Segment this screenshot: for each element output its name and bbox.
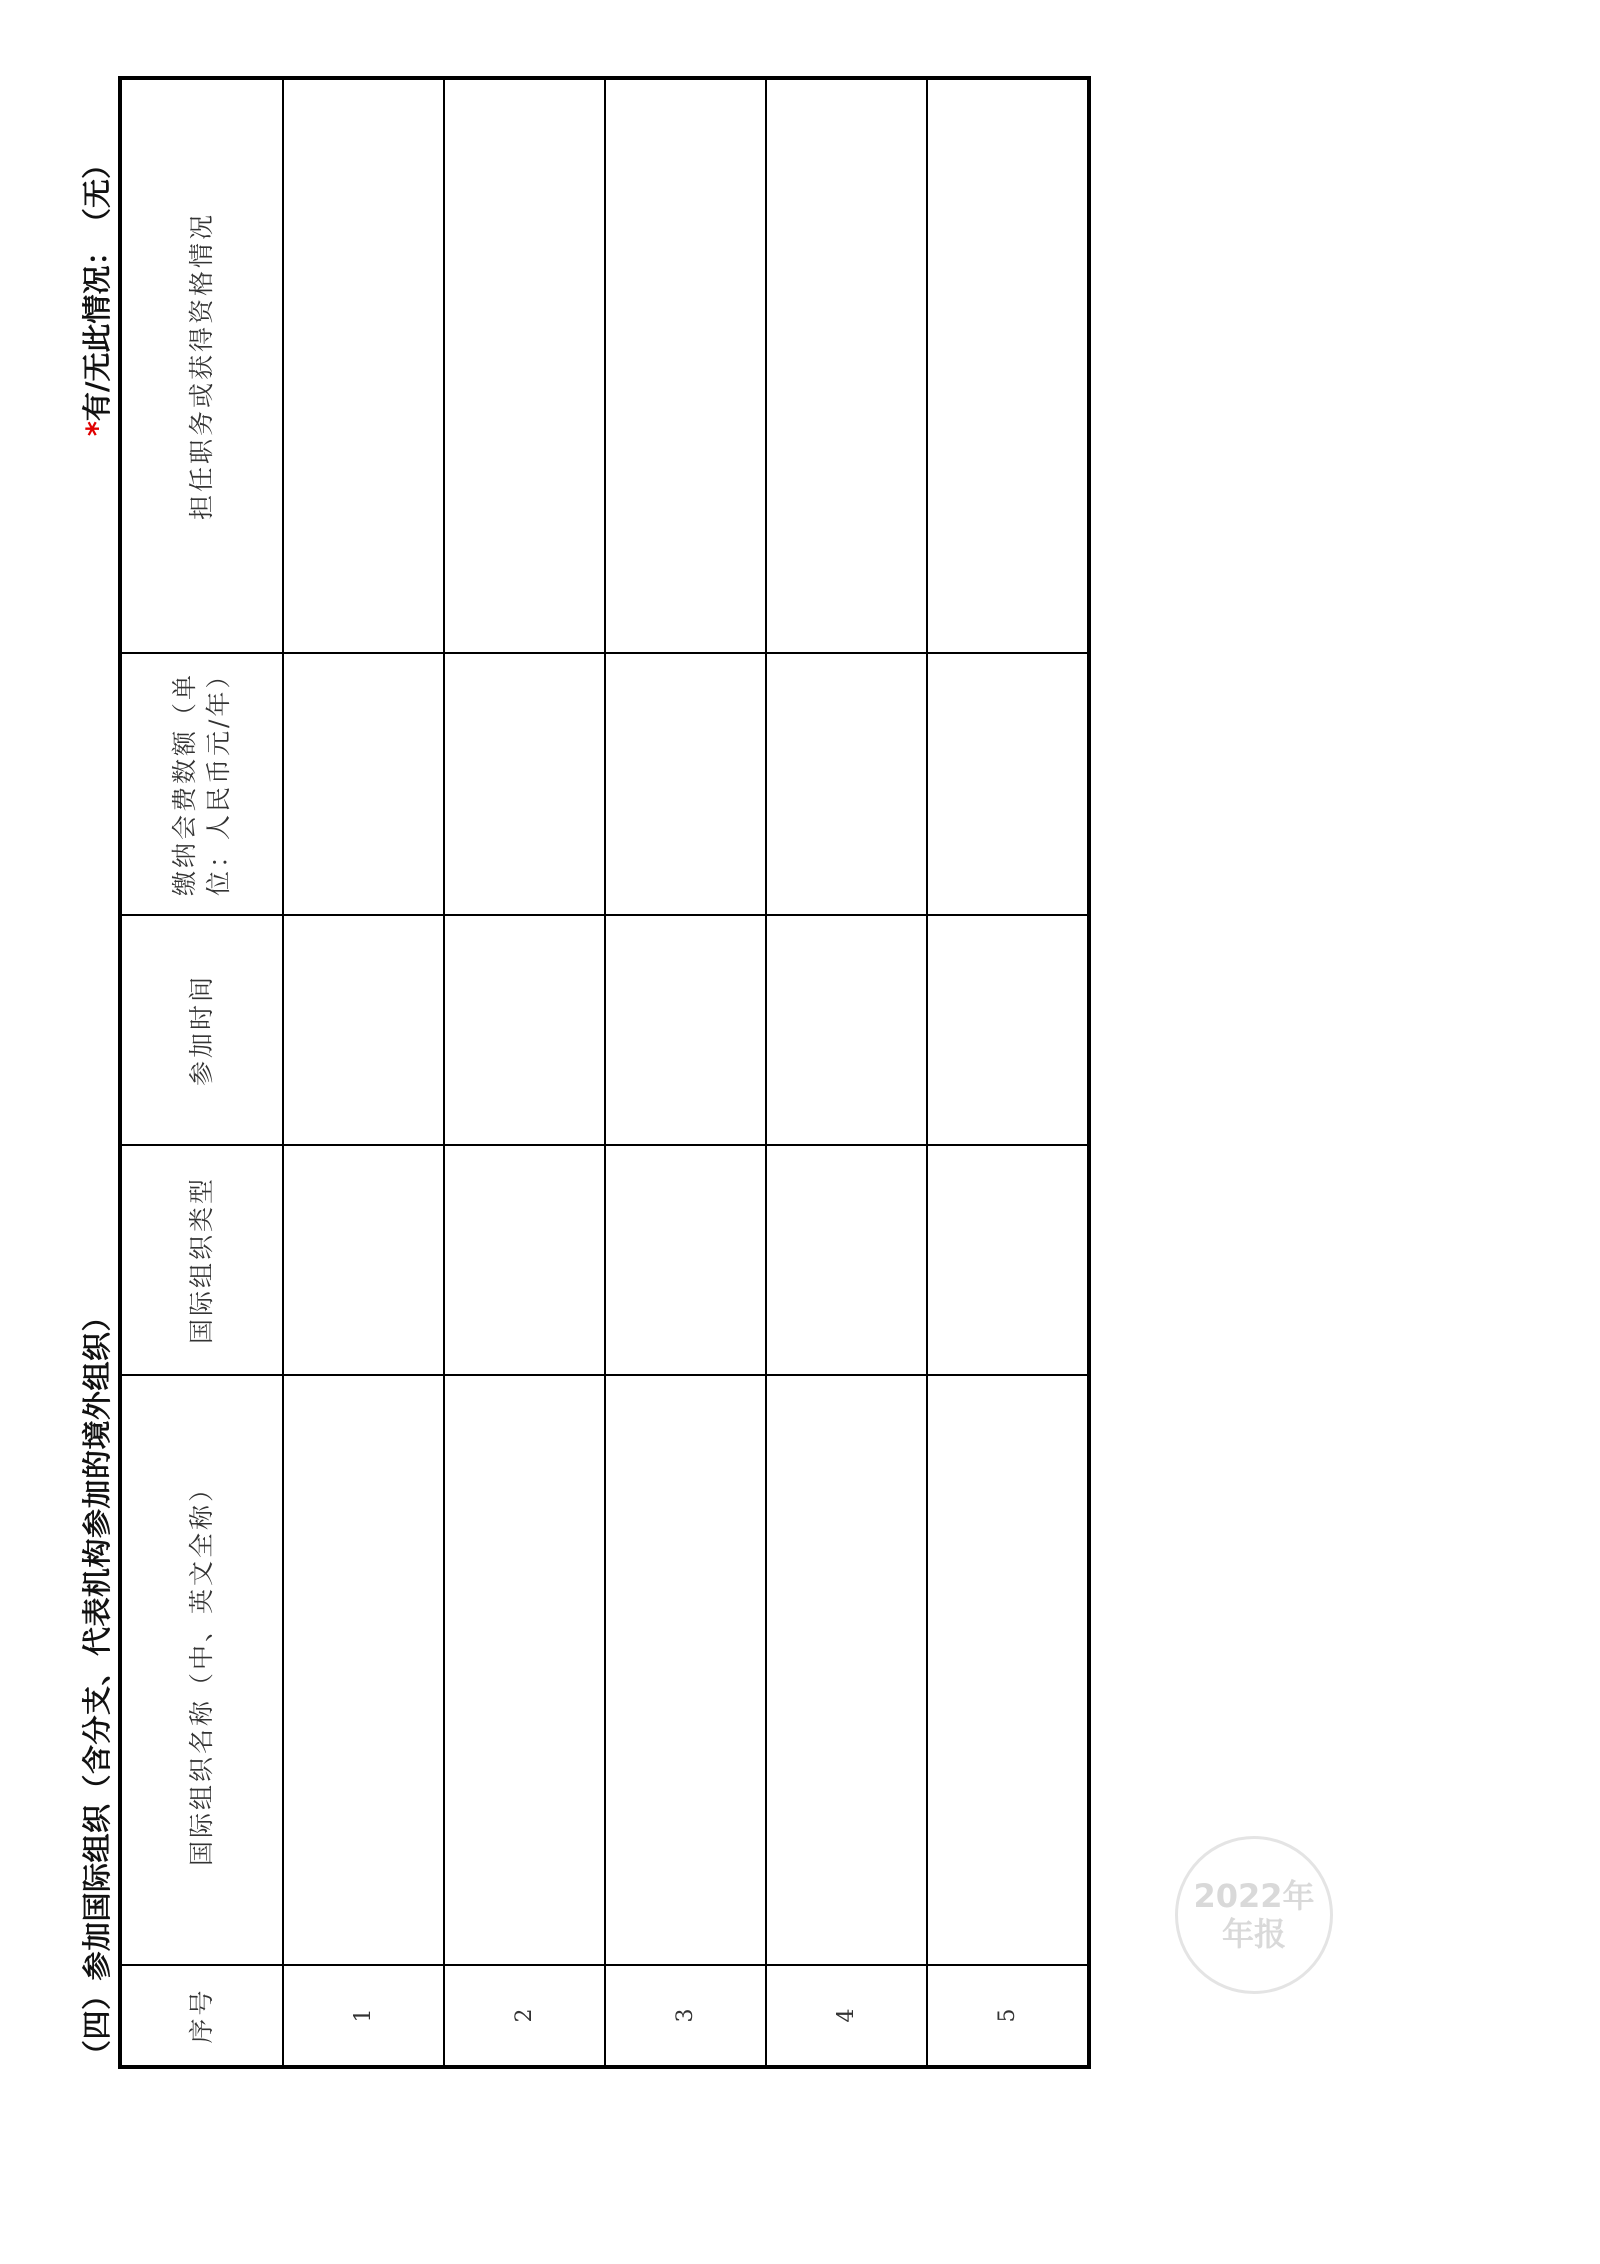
table-row <box>766 78 927 2067</box>
cell-fee <box>766 653 927 915</box>
cell-org-type <box>927 1145 1089 1375</box>
cell-org-name <box>927 1375 1089 1965</box>
cell-position <box>605 78 766 653</box>
international-org-table <box>118 76 1091 2069</box>
cell-fee <box>927 653 1089 915</box>
cell-fee <box>605 653 766 915</box>
header-org-name: 国际组织名称（中、英文全称） <box>120 1375 283 1965</box>
table-row <box>444 78 605 2067</box>
watermark-label: 年报 <box>1221 1915 1286 1953</box>
cell-position <box>766 78 927 653</box>
cell-org-name <box>444 1375 605 1965</box>
cell-position <box>283 78 444 653</box>
required-star: * <box>80 421 114 437</box>
cell-join-time <box>444 915 605 1145</box>
header-join-time: 参加时间 <box>120 915 283 1145</box>
cell-join-time <box>766 915 927 1145</box>
cell-join-time <box>283 915 444 1145</box>
cell-org-name <box>605 1375 766 1965</box>
table-row <box>605 78 766 2067</box>
cell-org-type <box>283 1145 444 1375</box>
cell-org-type <box>444 1145 605 1375</box>
cell-org-name <box>283 1375 444 1965</box>
header-position: 担任职务或获得资格情况 <box>120 78 283 653</box>
cell-fee <box>283 653 444 915</box>
status-value: （无） <box>80 150 114 223</box>
cell-position <box>927 78 1089 653</box>
cell-index: 5 <box>927 1965 1089 2067</box>
watermark-year: 2022年 <box>1193 1876 1315 1915</box>
status-label: 有/无此情况： <box>80 236 114 422</box>
cell-fee <box>444 653 605 915</box>
cell-index: 3 <box>605 1965 766 2067</box>
status-line <box>75 150 116 436</box>
cell-join-time <box>605 915 766 1145</box>
cell-index: 1 <box>283 1965 444 2067</box>
header-index: 序号 <box>120 1965 283 2067</box>
cell-org-type <box>605 1145 766 1375</box>
cell-join-time <box>927 915 1089 1145</box>
header-fee: 缴纳会费数额（单位：人民币元/年） <box>120 653 283 915</box>
cell-org-type <box>766 1145 927 1375</box>
annual-report-watermark-stamp <box>1175 1836 1333 1994</box>
cell-org-name <box>766 1375 927 1965</box>
table-row <box>927 78 1089 2067</box>
table-header-row <box>120 78 283 2067</box>
cell-index: 2 <box>444 1965 605 2067</box>
cell-index: 4 <box>766 1965 927 2067</box>
table-row <box>283 78 444 2067</box>
header-org-type: 国际组织类型 <box>120 1145 283 1375</box>
cell-position <box>444 78 605 653</box>
section-title: （四）参加国际组织（含分支、代表机构参加的境外组织） <box>80 1301 114 2069</box>
